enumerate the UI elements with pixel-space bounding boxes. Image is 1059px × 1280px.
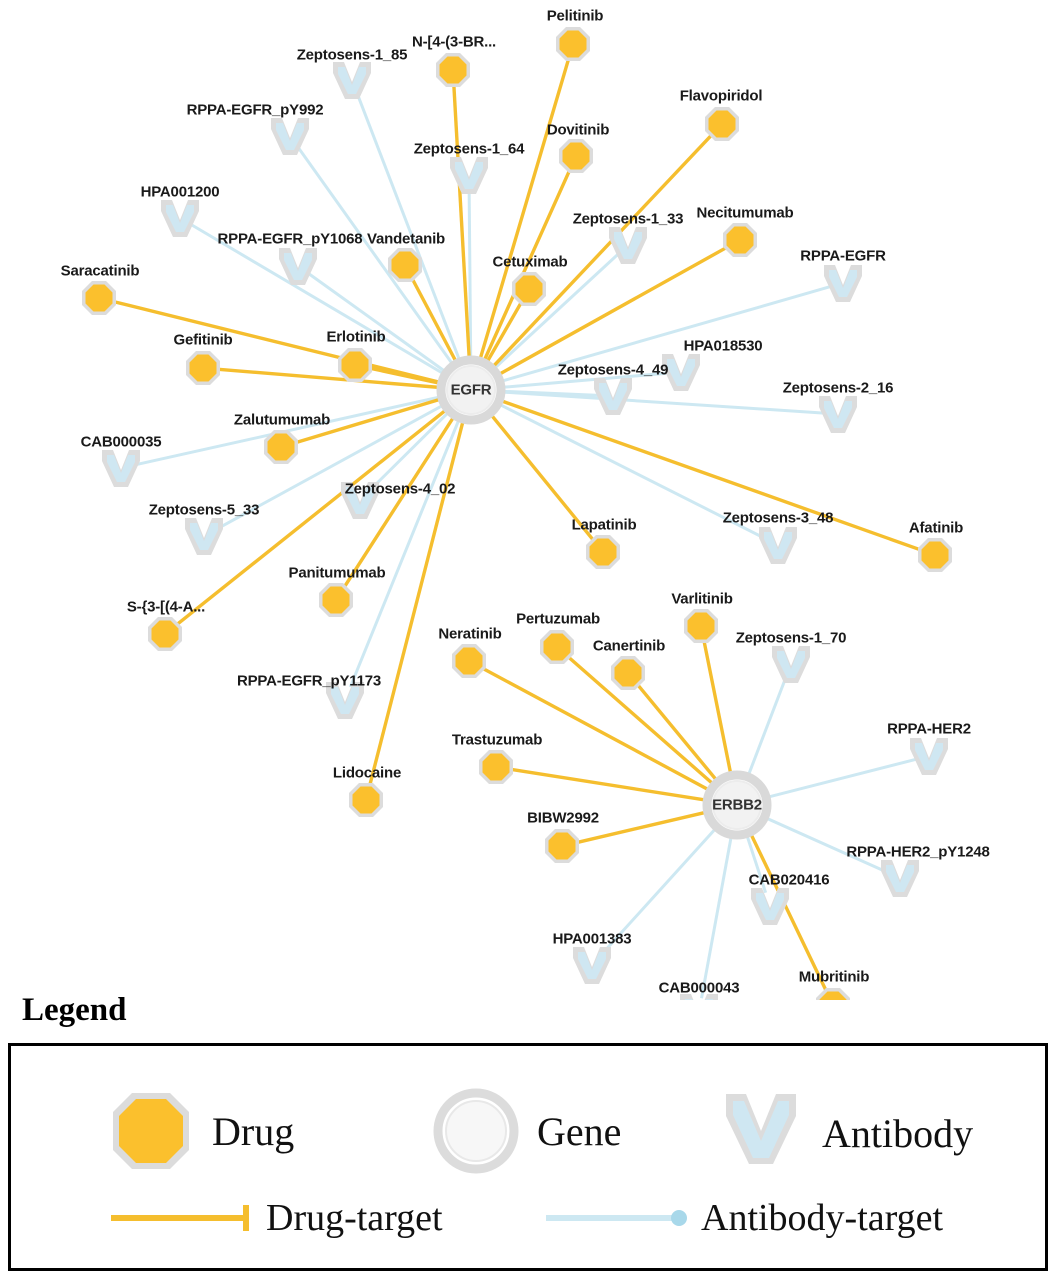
edge	[357, 93, 462, 366]
node-label: Cetuximab	[492, 253, 568, 271]
node-label: Necitumumab	[696, 204, 794, 222]
node-label: Pelitinib	[546, 7, 604, 25]
gene-icon	[431, 1086, 521, 1176]
antibody-node[interactable]	[161, 200, 199, 237]
legend-item-antibody-target	[541, 1196, 943, 1240]
drug-target-edge-icon	[106, 1198, 256, 1238]
legend-box	[8, 1043, 1048, 1271]
node-label: HPA018530	[683, 337, 763, 355]
node-label: Zeptosens-5_33	[148, 501, 260, 519]
node-label: Zalutumumab	[233, 411, 331, 429]
node-label: EGFR	[450, 381, 492, 399]
node-label: Erlotinib	[326, 328, 386, 346]
drug-node[interactable]	[723, 223, 757, 257]
node-label: Afatinib	[908, 519, 964, 537]
edges-layer	[113, 57, 922, 998]
drug-node[interactable]	[545, 829, 579, 863]
drug-node[interactable]	[512, 272, 546, 306]
node-label: HPA001383	[552, 930, 632, 948]
node-label: Neratinib	[438, 625, 502, 643]
node-label: Trastuzumab	[451, 731, 543, 749]
legend-item-antibody	[716, 1086, 973, 1181]
drug-node[interactable]	[436, 53, 470, 87]
node-label: RPPA-HER2	[887, 720, 971, 738]
edge	[478, 57, 569, 365]
drug-node[interactable]	[918, 538, 952, 572]
node-label: Zeptosens-1_64	[413, 140, 525, 158]
antibody-node[interactable]	[185, 518, 223, 555]
drug-node[interactable]	[540, 630, 574, 664]
antibody-icon	[716, 1086, 806, 1181]
node-label: Gefitinib	[173, 331, 233, 349]
node-label: RPPA-EGFR_pY992	[186, 101, 324, 119]
drug-icon	[106, 1086, 196, 1176]
antibody-node[interactable]	[819, 396, 857, 433]
drug-node[interactable]	[586, 535, 620, 569]
edge	[309, 274, 449, 375]
node-label: RPPA-HER2_pY1248	[846, 843, 990, 861]
drug-node[interactable]	[388, 248, 422, 282]
edge	[762, 759, 915, 798]
drug-node[interactable]	[349, 783, 383, 817]
drug-node[interactable]	[705, 107, 739, 141]
drug-node[interactable]	[556, 27, 590, 61]
edge	[702, 831, 733, 999]
edge	[497, 392, 824, 413]
node-label: Varlitinib	[671, 590, 733, 608]
node-label: Lidocaine	[332, 764, 402, 782]
drug-node[interactable]	[264, 430, 298, 464]
edge	[481, 668, 714, 793]
legend-label-drug-target: Drug-target	[266, 1197, 443, 1239]
antibody-node[interactable]	[881, 860, 919, 897]
node-label: Zeptosens-4_02	[344, 480, 456, 498]
antibody-node[interactable]	[573, 947, 611, 984]
antibody-target-edge-icon	[541, 1198, 691, 1238]
drug-node[interactable]	[684, 609, 718, 643]
drug-node[interactable]	[816, 988, 850, 1000]
node-label: Zeptosens-1_85	[296, 46, 408, 64]
legend-label-antibody: Antibody	[822, 1111, 974, 1156]
node-label: RPPA-EGFR_pY1068	[217, 230, 363, 248]
legend-label-drug: Drug	[212, 1108, 295, 1154]
edge	[370, 408, 453, 490]
legend-title: Legend	[22, 992, 127, 1028]
drug-node[interactable]	[338, 348, 372, 382]
legend-item-drug-target	[106, 1196, 443, 1240]
antibody-node[interactable]	[824, 265, 862, 302]
node-label: Canertinib	[592, 637, 666, 655]
antibody-node[interactable]	[759, 527, 797, 564]
node-label: HPA001200	[140, 183, 220, 201]
antibody-node[interactable]	[102, 450, 140, 487]
legend-item-drug	[106, 1086, 294, 1176]
node-label: RPPA-EGFR_pY1173	[236, 672, 382, 690]
drug-node[interactable]	[186, 351, 220, 385]
drug-node[interactable]	[319, 583, 353, 617]
node-label: CAB000043	[658, 979, 740, 997]
drug-node[interactable]	[559, 139, 593, 173]
node-label: ERBB2	[712, 796, 762, 814]
antibody-node[interactable]	[594, 378, 632, 415]
node-label: S-{3-[(4-A...	[126, 598, 206, 616]
node-label: Dovitinib	[546, 121, 610, 139]
node-label: RPPA-EGFR	[800, 247, 886, 265]
node-label: BIBW2992	[527, 809, 599, 827]
node-label: Saracatinib	[60, 262, 140, 280]
antibody-node[interactable]	[333, 62, 371, 99]
node-label: Zeptosens-1_70	[735, 629, 847, 647]
node-label: Zeptosens-2_16	[782, 379, 894, 397]
node-label: Zeptosens-3_48	[722, 509, 834, 527]
node-label: Pertuzumab	[516, 610, 600, 628]
node-label: Flavopiridol	[679, 87, 763, 105]
antibody-node[interactable]	[271, 118, 309, 155]
antibody-node[interactable]	[450, 157, 488, 194]
edge	[637, 684, 721, 785]
antibody-node[interactable]	[772, 646, 810, 683]
legend-label-gene: Gene	[537, 1108, 622, 1154]
antibody-node[interactable]	[910, 738, 948, 775]
node-label: Lapatinib	[571, 516, 637, 534]
node-label: Zeptosens-1_33	[572, 210, 684, 228]
drug-node[interactable]	[82, 281, 116, 315]
node-label: Panitumumab	[288, 564, 386, 582]
node-label: CAB020416	[748, 871, 830, 889]
node-label: Mubritinib	[798, 968, 870, 986]
edge	[113, 301, 446, 383]
node-label: Zeptosens-4_49	[557, 361, 669, 379]
legend-item-gene	[431, 1086, 621, 1176]
edge	[704, 640, 732, 780]
drug-node[interactable]	[611, 656, 645, 690]
drug-node[interactable]	[452, 644, 486, 678]
node-label: N-[4-(3-BR...	[411, 33, 497, 51]
edge	[495, 399, 921, 551]
edge	[746, 677, 786, 781]
node-label: CAB000035	[80, 433, 162, 451]
edge	[454, 84, 470, 364]
antibody-node[interactable]	[751, 888, 789, 925]
drug-node[interactable]	[479, 750, 513, 784]
legend-label-antibody-target: Antibody-target	[701, 1197, 944, 1239]
drug-node[interactable]	[148, 617, 182, 651]
node-label: Vandetanib	[366, 230, 446, 248]
